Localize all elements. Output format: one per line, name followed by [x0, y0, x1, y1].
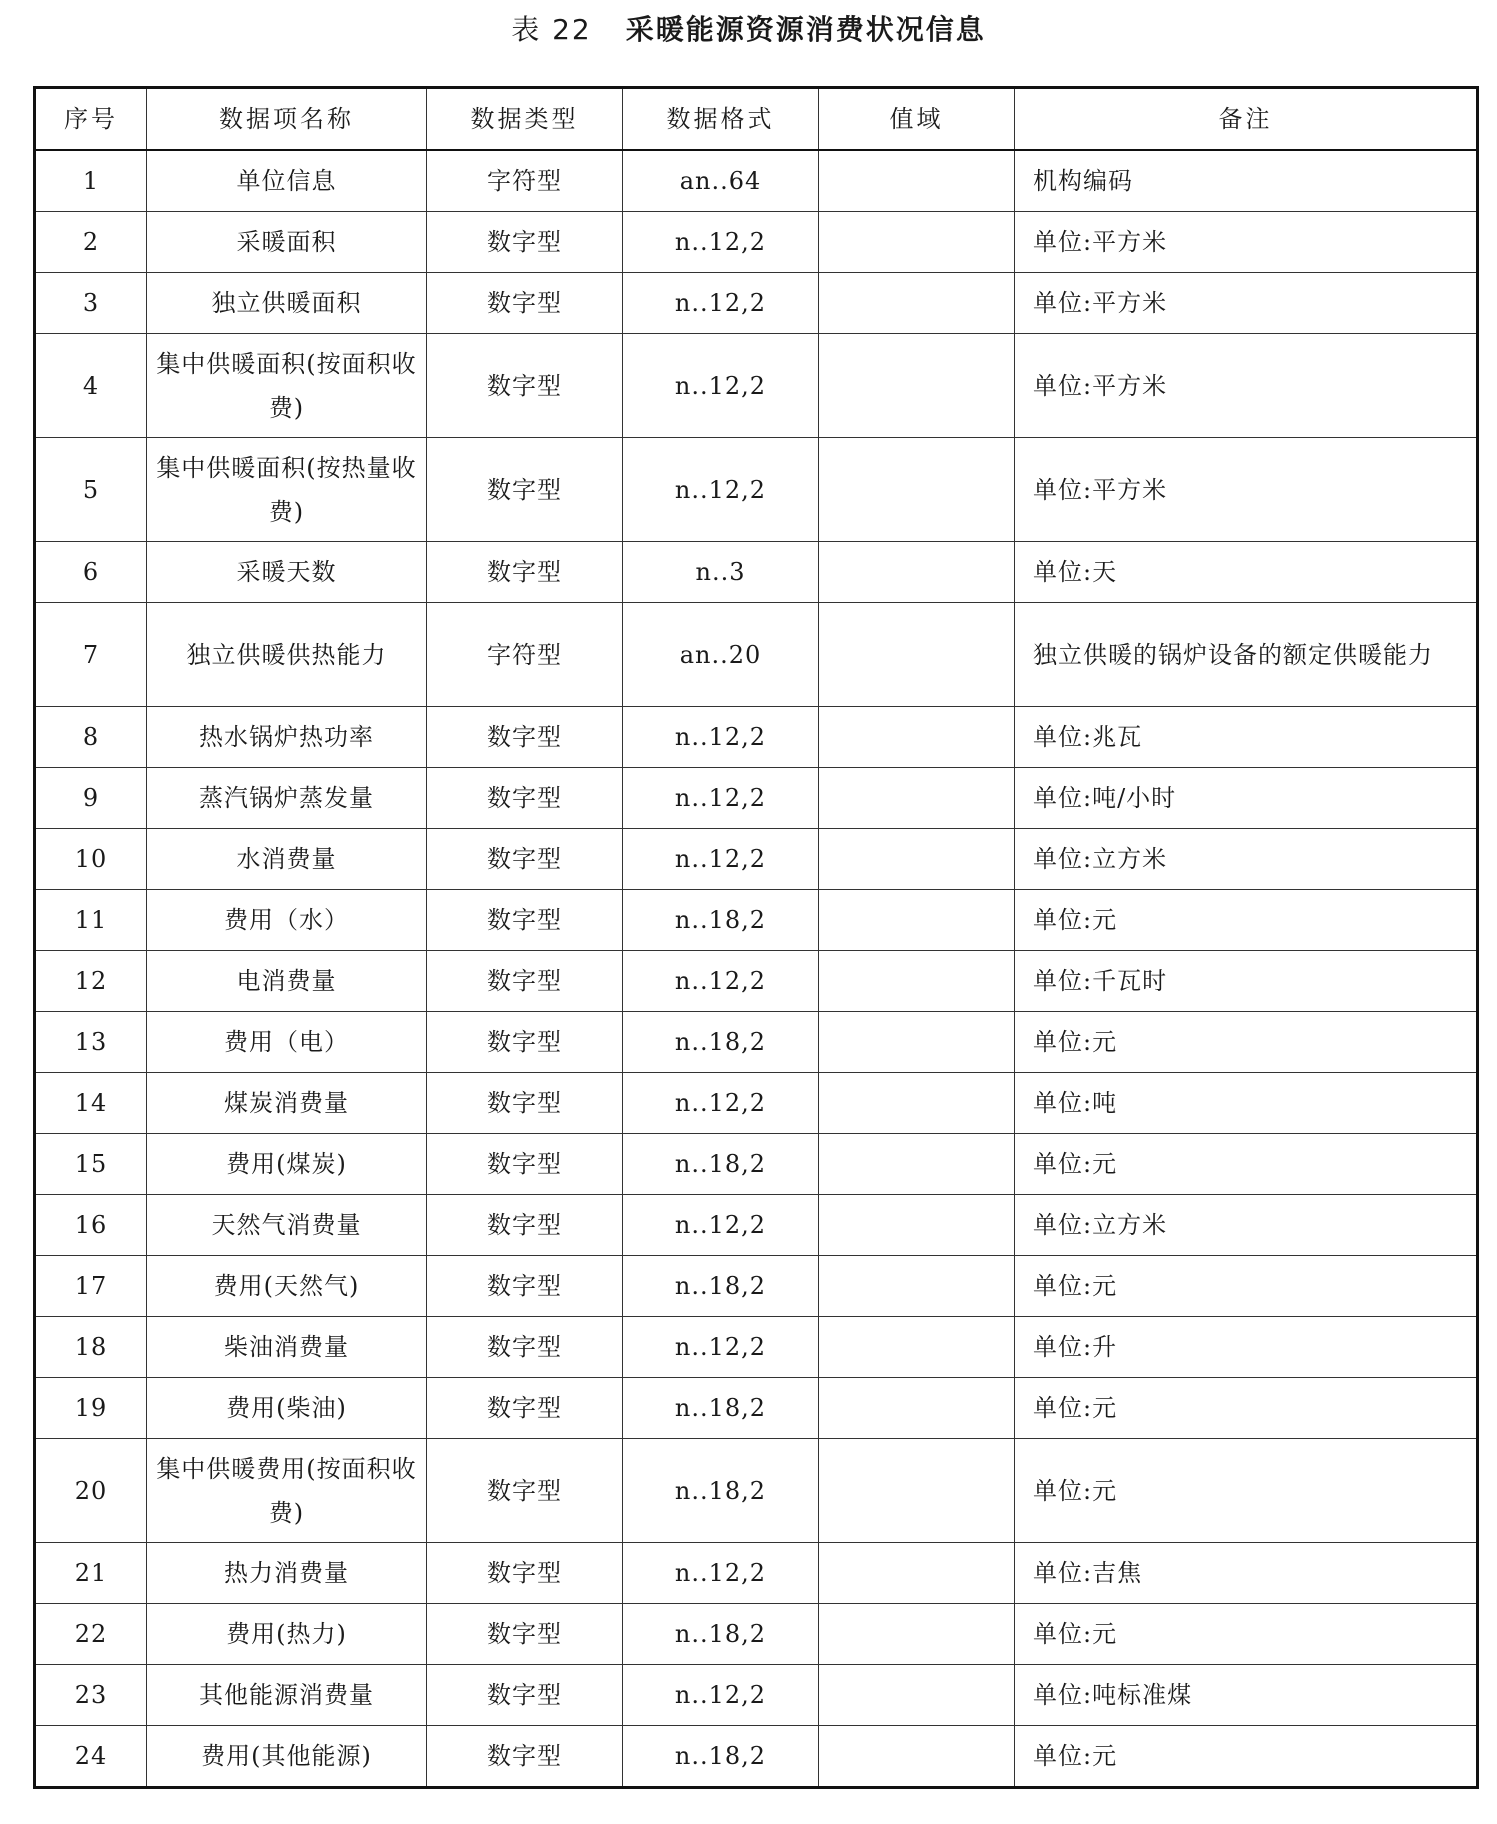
- cell-name: 热力消费量: [147, 1543, 427, 1604]
- cell-name: 水消费量: [147, 829, 427, 890]
- cell-no: 24: [35, 1726, 147, 1788]
- cell-format: n..18,2: [623, 1604, 819, 1665]
- table-number: 表 22: [511, 13, 592, 46]
- cell-no: 1: [35, 150, 147, 212]
- cell-type: 数字型: [427, 829, 623, 890]
- cell-format: n..12,2: [623, 1543, 819, 1604]
- table-row: [35, 890, 1478, 951]
- cell-format: n..18,2: [623, 1256, 819, 1317]
- table-row: [35, 334, 1478, 438]
- cell-domain: [819, 1604, 1015, 1665]
- cell-format: n..12,2: [623, 273, 819, 334]
- cell-name: 单位信息: [147, 150, 427, 212]
- cell-format: n..12,2: [623, 951, 819, 1012]
- cell-name: 费用(天然气): [147, 1256, 427, 1317]
- table-row: [35, 150, 1478, 212]
- table-caption: [0, 8, 1497, 52]
- header-row: [35, 88, 1478, 151]
- cell-name: 柴油消费量: [147, 1317, 427, 1378]
- cell-format: n..18,2: [623, 1378, 819, 1439]
- cell-format: n..18,2: [623, 1439, 819, 1543]
- table-row: [35, 1012, 1478, 1073]
- cell-note: 单位:平方米: [1015, 334, 1478, 438]
- cell-format: n..12,2: [623, 1195, 819, 1256]
- cell-no: 2: [35, 212, 147, 273]
- table-header: [35, 88, 1478, 151]
- header-cell-type: 数据类型: [427, 88, 623, 151]
- header-cell-note: 备注: [1015, 88, 1478, 151]
- table-row: [35, 1195, 1478, 1256]
- cell-domain: [819, 768, 1015, 829]
- cell-type: 数字型: [427, 1012, 623, 1073]
- cell-note: 单位:元: [1015, 1378, 1478, 1439]
- cell-format: n..12,2: [623, 1665, 819, 1726]
- table-row: [35, 1317, 1478, 1378]
- table-row: [35, 1604, 1478, 1665]
- cell-no: 22: [35, 1604, 147, 1665]
- cell-note: 单位:元: [1015, 1604, 1478, 1665]
- table-row: [35, 1543, 1478, 1604]
- cell-type: 数字型: [427, 1317, 623, 1378]
- cell-domain: [819, 1134, 1015, 1195]
- cell-note: 单位:元: [1015, 1012, 1478, 1073]
- cell-type: 数字型: [427, 768, 623, 829]
- cell-domain: [819, 1543, 1015, 1604]
- cell-format: n..12,2: [623, 438, 819, 542]
- cell-no: 11: [35, 890, 147, 951]
- cell-format: n..12,2: [623, 334, 819, 438]
- cell-no: 9: [35, 768, 147, 829]
- cell-no: 17: [35, 1256, 147, 1317]
- table-row: [35, 438, 1478, 542]
- cell-domain: [819, 1665, 1015, 1726]
- cell-no: 19: [35, 1378, 147, 1439]
- cell-name: 独立供暖供热能力: [147, 603, 427, 707]
- cell-format: n..12,2: [623, 1317, 819, 1378]
- header-cell-format: 数据格式: [623, 88, 819, 151]
- cell-no: 5: [35, 438, 147, 542]
- cell-no: 3: [35, 273, 147, 334]
- cell-type: 数字型: [427, 212, 623, 273]
- cell-note: 单位:吨/小时: [1015, 768, 1478, 829]
- cell-note: 单位:元: [1015, 1726, 1478, 1788]
- cell-domain: [819, 829, 1015, 890]
- cell-no: 23: [35, 1665, 147, 1726]
- cell-no: 12: [35, 951, 147, 1012]
- table-row: [35, 542, 1478, 603]
- cell-name: 热水锅炉热功率: [147, 707, 427, 768]
- table-row: [35, 707, 1478, 768]
- cell-format: n..12,2: [623, 707, 819, 768]
- table-row: [35, 1439, 1478, 1543]
- cell-format: n..18,2: [623, 890, 819, 951]
- cell-name: 费用(其他能源): [147, 1726, 427, 1788]
- cell-no: 21: [35, 1543, 147, 1604]
- cell-note: 单位:平方米: [1015, 212, 1478, 273]
- header-cell-name: 数据项名称: [147, 88, 427, 151]
- cell-name: 集中供暖面积(按热量收费): [147, 438, 427, 542]
- table-row: [35, 273, 1478, 334]
- cell-type: 字符型: [427, 603, 623, 707]
- cell-domain: [819, 1439, 1015, 1543]
- cell-domain: [819, 1195, 1015, 1256]
- cell-type: 数字型: [427, 1543, 623, 1604]
- cell-note: 单位:吉焦: [1015, 1543, 1478, 1604]
- cell-name: 集中供暖面积(按面积收费): [147, 334, 427, 438]
- table-title: 采暖能源资源消费状况信息: [625, 13, 986, 46]
- cell-format: n..12,2: [623, 768, 819, 829]
- cell-domain: [819, 1378, 1015, 1439]
- cell-type: 数字型: [427, 1134, 623, 1195]
- cell-domain: [819, 1073, 1015, 1134]
- cell-type: 数字型: [427, 1378, 623, 1439]
- table-row: [35, 1256, 1478, 1317]
- cell-type: 数字型: [427, 1439, 623, 1543]
- cell-note: 单位:千瓦时: [1015, 951, 1478, 1012]
- cell-type: 数字型: [427, 1665, 623, 1726]
- table-row: [35, 1726, 1478, 1788]
- cell-domain: [819, 1726, 1015, 1788]
- cell-type: 数字型: [427, 1604, 623, 1665]
- cell-name: 煤炭消费量: [147, 1073, 427, 1134]
- cell-name: 蒸汽锅炉蒸发量: [147, 768, 427, 829]
- cell-note: 独立供暖的锅炉设备的额定供暖能力: [1015, 603, 1478, 707]
- header-cell-no: 序号: [35, 88, 147, 151]
- table-row: [35, 768, 1478, 829]
- cell-domain: [819, 951, 1015, 1012]
- cell-note: 机构编码: [1015, 150, 1478, 212]
- cell-name: 费用（电）: [147, 1012, 427, 1073]
- cell-format: n..12,2: [623, 212, 819, 273]
- cell-format: n..12,2: [623, 1073, 819, 1134]
- table-row: [35, 1378, 1478, 1439]
- cell-note: 单位:元: [1015, 890, 1478, 951]
- cell-no: 16: [35, 1195, 147, 1256]
- cell-name: 独立供暖面积: [147, 273, 427, 334]
- cell-no: 8: [35, 707, 147, 768]
- header-cell-domain: 值域: [819, 88, 1015, 151]
- cell-note: 单位:天: [1015, 542, 1478, 603]
- cell-name: 费用（水）: [147, 890, 427, 951]
- cell-format: n..18,2: [623, 1134, 819, 1195]
- cell-type: 字符型: [427, 150, 623, 212]
- cell-note: 单位:元: [1015, 1134, 1478, 1195]
- cell-type: 数字型: [427, 542, 623, 603]
- cell-no: 15: [35, 1134, 147, 1195]
- cell-format: an..20: [623, 603, 819, 707]
- cell-no: 13: [35, 1012, 147, 1073]
- cell-note: 单位:吨: [1015, 1073, 1478, 1134]
- table-row: [35, 212, 1478, 273]
- table-row: [35, 603, 1478, 707]
- table-row: [35, 829, 1478, 890]
- cell-name: 电消费量: [147, 951, 427, 1012]
- cell-name: 费用(热力): [147, 1604, 427, 1665]
- cell-domain: [819, 438, 1015, 542]
- cell-type: 数字型: [427, 1726, 623, 1788]
- cell-note: 单位:立方米: [1015, 829, 1478, 890]
- cell-format: n..3: [623, 542, 819, 603]
- data-table: [33, 86, 1479, 1789]
- cell-type: 数字型: [427, 438, 623, 542]
- cell-name: 集中供暖费用(按面积收费): [147, 1439, 427, 1543]
- cell-note: 单位:平方米: [1015, 273, 1478, 334]
- cell-no: 14: [35, 1073, 147, 1134]
- cell-format: n..18,2: [623, 1726, 819, 1788]
- cell-type: 数字型: [427, 890, 623, 951]
- cell-type: 数字型: [427, 707, 623, 768]
- cell-domain: [819, 1317, 1015, 1378]
- cell-domain: [819, 212, 1015, 273]
- cell-domain: [819, 273, 1015, 334]
- cell-domain: [819, 1012, 1015, 1073]
- cell-name: 天然气消费量: [147, 1195, 427, 1256]
- table-row: [35, 1073, 1478, 1134]
- cell-note: 单位:平方米: [1015, 438, 1478, 542]
- cell-domain: [819, 334, 1015, 438]
- cell-format: n..12,2: [623, 829, 819, 890]
- cell-note: 单位:元: [1015, 1256, 1478, 1317]
- table-row: [35, 1134, 1478, 1195]
- cell-domain: [819, 707, 1015, 768]
- cell-no: 18: [35, 1317, 147, 1378]
- cell-domain: [819, 603, 1015, 707]
- cell-domain: [819, 1256, 1015, 1317]
- cell-note: 单位:吨标准煤: [1015, 1665, 1478, 1726]
- cell-name: 费用(煤炭): [147, 1134, 427, 1195]
- cell-format: an..64: [623, 150, 819, 212]
- cell-name: 采暖面积: [147, 212, 427, 273]
- cell-format: n..18,2: [623, 1012, 819, 1073]
- cell-note: 单位:兆瓦: [1015, 707, 1478, 768]
- cell-domain: [819, 890, 1015, 951]
- cell-name: 其他能源消费量: [147, 1665, 427, 1726]
- cell-type: 数字型: [427, 951, 623, 1012]
- cell-no: 4: [35, 334, 147, 438]
- cell-type: 数字型: [427, 1256, 623, 1317]
- cell-no: 7: [35, 603, 147, 707]
- cell-type: 数字型: [427, 273, 623, 334]
- cell-name: 费用(柴油): [147, 1378, 427, 1439]
- cell-note: 单位:元: [1015, 1439, 1478, 1543]
- cell-no: 6: [35, 542, 147, 603]
- cell-note: 单位:升: [1015, 1317, 1478, 1378]
- cell-no: 20: [35, 1439, 147, 1543]
- table-row: [35, 1665, 1478, 1726]
- cell-name: 采暖天数: [147, 542, 427, 603]
- cell-domain: [819, 150, 1015, 212]
- table-row: [35, 951, 1478, 1012]
- cell-no: 10: [35, 829, 147, 890]
- cell-domain: [819, 542, 1015, 603]
- cell-type: 数字型: [427, 334, 623, 438]
- cell-type: 数字型: [427, 1195, 623, 1256]
- cell-type: 数字型: [427, 1073, 623, 1134]
- cell-note: 单位:立方米: [1015, 1195, 1478, 1256]
- table-body: [35, 150, 1478, 1788]
